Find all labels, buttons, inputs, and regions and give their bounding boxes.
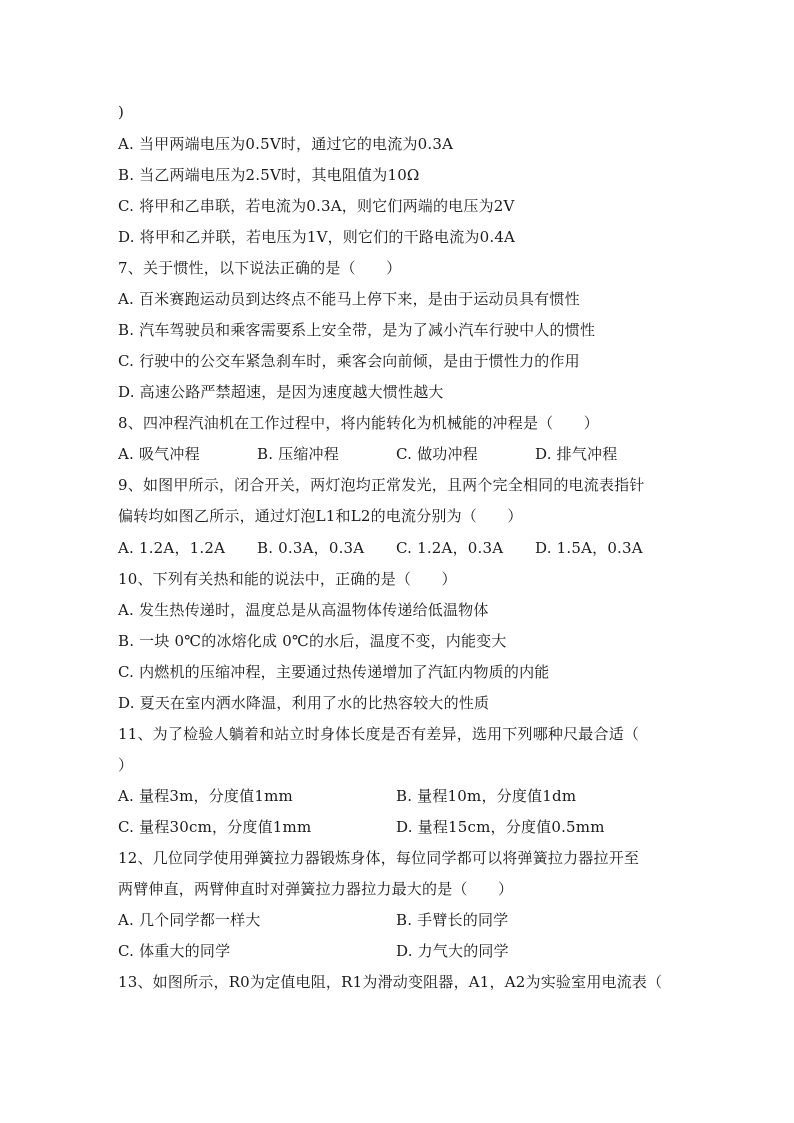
q12-stem-line-2: 两臂伸直，两臂伸直时对弹簧拉力器拉力最大的是（ ）	[118, 880, 514, 898]
q6-option-b: B. 当乙两端电压为2.5V时，其电阻值为10Ω	[118, 166, 420, 184]
q6-option-c: C. 将甲和乙串联，若电流为0.3A，则它们两端的电压为2V	[118, 197, 515, 215]
q9-option-a: A. 1.2A，1.2A	[118, 539, 226, 557]
q8-option-d: D. 排气冲程	[535, 445, 618, 463]
q11-option-d: D. 量程15cm，分度值0.5mm	[396, 818, 605, 836]
q9-option-c: C. 1.2A，0.3A	[396, 539, 504, 557]
q11-option-b: B. 量程10m，分度值1dm	[396, 787, 577, 805]
q8-option-a: A. 吸气冲程	[118, 445, 200, 463]
q9-options-row	[118, 535, 678, 561]
q7-option-a: A. 百米赛跑运动员到达终点不能马上停下来，是由于运动员具有惯性	[118, 290, 580, 308]
q12-options-row-2	[118, 938, 678, 964]
q11-options-row-2	[118, 814, 678, 840]
q7-option-b: B. 汽车驾驶员和乘客需要系上安全带，是为了减小汽车行驶中人的惯性	[118, 321, 596, 339]
q10-option-a: A. 发生热传递时，温度总是从高温物体传递给低温物体	[118, 601, 489, 619]
q6-stem-continuation: )	[118, 103, 125, 121]
q6-option-d: D. 将甲和乙并联，若电压为1V，则它们的干路电流为0.4A	[118, 228, 516, 246]
q12-stem-line-1: 12、几位同学使用弹簧拉力器锻炼身体，每位同学都可以将弹簧拉力器拉开至	[118, 849, 640, 867]
q9-option-d: D. 1.5A，0.3A	[535, 539, 643, 557]
q9-stem-line-1: 9、如图甲所示，闭合开关，两灯泡均正常发光，且两个完全相同的电流表指针	[118, 476, 645, 494]
q7-option-c: C. 行驶中的公交车紧急刹车时，乘客会向前倾，是由于惯性力的作用	[118, 352, 580, 370]
q13-stem: 13、如图所示，R0为定值电阻，R1为滑动变阻器，A1，A2为实验室用电流表（	[118, 973, 663, 991]
q11-stem-line-2: ）	[118, 756, 134, 774]
q11-options-row-1	[118, 783, 678, 809]
q12-option-a: A. 几个同学都一样大	[118, 911, 261, 929]
q12-options-row-1	[118, 907, 678, 933]
q8-stem: 8、四冲程汽油机在工作过程中，将内能转化为机械能的冲程是（ ）	[118, 414, 599, 432]
q12-option-c: C. 体重大的同学	[118, 942, 231, 960]
q6-option-a: A. 当甲两端电压为0.5V时，通过它的电流为0.3A	[118, 135, 454, 153]
q10-option-d: D. 夏天在室内洒水降温，利用了水的比热容较大的性质	[118, 694, 490, 712]
q8-option-b: B. 压缩冲程	[257, 445, 339, 463]
q11-option-a: A. 量程3m，分度值1mm	[118, 787, 293, 805]
q10-stem: 10、下列有关热和能的说法中，正确的是（ ）	[118, 570, 457, 588]
q7-stem: 7、关于惯性，以下说法正确的是（ ）	[118, 259, 402, 277]
q10-option-b: B. 一块 0℃的冰熔化成 0℃的水后，温度不变，内能变大	[118, 632, 507, 650]
q11-option-c: C. 量程30cm，分度值1mm	[118, 818, 312, 836]
q9-stem-line-2: 偏转均如图乙所示，通过灯泡L1和L2的电流分别为（ ）	[118, 507, 523, 525]
q9-option-b: B. 0.3A，0.3A	[257, 539, 365, 557]
q7-option-d: D. 高速公路严禁超速，是因为速度越大惯性越大	[118, 383, 444, 401]
q8-option-c: C. 做功冲程	[396, 445, 478, 463]
q12-option-b: B. 手臂长的同学	[396, 911, 509, 929]
q12-option-d: D. 力气大的同学	[396, 942, 509, 960]
q10-option-c: C. 内燃机的压缩冲程，主要通过热传递增加了汽缸内物质的内能	[118, 663, 550, 681]
q11-stem-line-1: 11、为了检验人躺着和站立时身体长度是否有差异，选用下列哪种尺最合适（	[118, 725, 640, 743]
q8-options-row	[118, 441, 678, 467]
